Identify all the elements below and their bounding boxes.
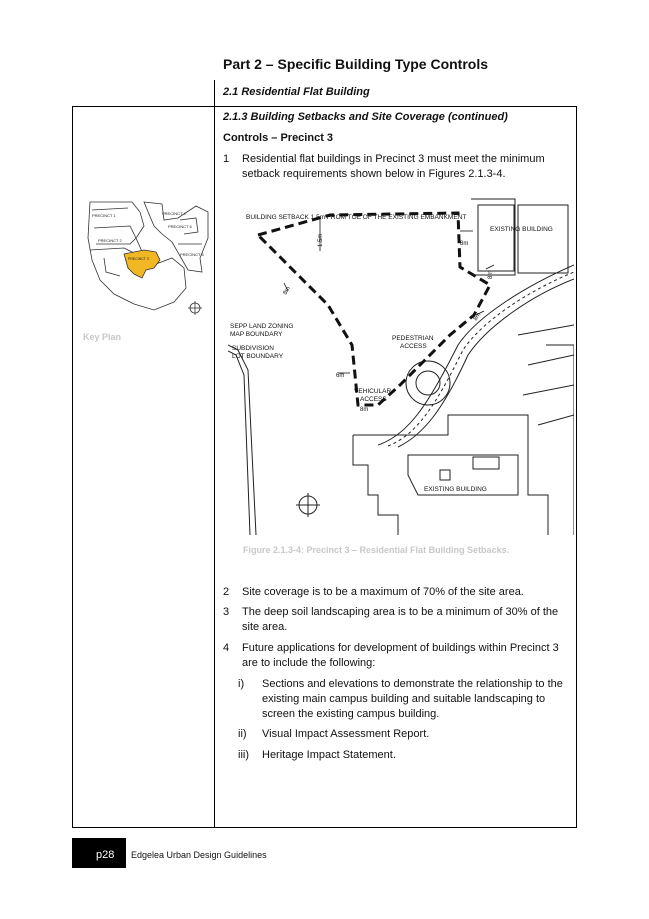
sub-item-text: [262, 677, 563, 722]
item-number: 4: [223, 642, 230, 654]
list-item: [223, 152, 573, 184]
table-left-border: [72, 106, 73, 828]
sub-item-line: Sections and elevations to demonstrate the relationship to the: [262, 678, 563, 690]
list-item: [223, 641, 573, 673]
existing-building-label-top: EXISTING BUILDING: [490, 226, 553, 233]
precinct-3-highlight: [124, 250, 160, 278]
sub-item-text: [262, 748, 396, 763]
column-divider-top: [214, 80, 215, 107]
footer-title: Edgelea Urban Design Guidelines: [131, 850, 267, 860]
item-number: 2: [223, 586, 230, 598]
dim-8m-a: 8m: [460, 241, 469, 247]
sub-item-text: [262, 727, 429, 742]
setback-note-label: BUILDING SETBACK 1.5m FROM TOE OF THE EXISTING EMBANKMENT: [246, 214, 467, 221]
sepp-label: SEPP LAND ZONING: [230, 323, 294, 330]
sub-item-number: i): [238, 678, 245, 690]
item-text: [242, 641, 559, 671]
north-arrow-icon: [188, 301, 202, 315]
item-line: The deep soil landscaping area is to be a minimum of 30% of the: [242, 606, 559, 618]
item-number: 1: [223, 153, 230, 165]
table-bottom-border: [72, 827, 577, 828]
list-item: [223, 605, 573, 637]
sub-item-line: existing main campus building and suitable landscaping to: [262, 693, 546, 705]
precinct-4-label: PRECINCT 4: [162, 211, 186, 216]
sub-list-item: [238, 677, 568, 723]
vehicular-label: VEHICULAR: [354, 388, 392, 395]
item-line: site area.: [242, 621, 288, 633]
subdivision-label-line2: LOT BOUNDARY: [232, 353, 284, 360]
pedestrian-label: PEDESTRIAN: [392, 335, 434, 342]
figure-caption: Figure 2.1.3-4: Precinct 3 – Residential Flat Building Setbacks.: [243, 545, 510, 555]
precinct-6-label: PRECINCT 6: [168, 224, 192, 229]
item-text: [242, 585, 524, 600]
precinct-5-label: PRECINCT 5: [180, 252, 204, 257]
subdivision-label: SUBDIVISION: [232, 345, 274, 352]
dim-8m-e: 8m: [360, 407, 369, 413]
table-top-border: [72, 106, 577, 107]
precinct-3-label: PRECINCT 3: [128, 257, 149, 261]
part-title: Part 2 – Specific Building Type Controls: [223, 56, 489, 72]
dim-1-5m: 1.5m: [318, 233, 324, 247]
dim-8m-d: 8m: [472, 311, 483, 323]
key-plan-label: Key Plan: [83, 332, 122, 342]
sub-item-number: ii): [238, 728, 247, 740]
column-divider: [214, 106, 215, 828]
site-setback-plan: [228, 195, 574, 535]
controls-heading: Controls – Precinct 3: [223, 132, 334, 144]
item-line: are to include the following:: [242, 657, 376, 669]
item-number: 3: [223, 606, 230, 618]
sub-item-line: Visual Impact Assessment Report.: [262, 728, 430, 740]
item-line: Future applications for development of buildings within Precinct 3: [242, 642, 559, 654]
section-heading: 2.1 Residential Flat Building: [223, 86, 370, 98]
precinct-1-label: PRECINCT 1: [92, 213, 116, 218]
dim-6m: 6m: [336, 373, 345, 379]
subsection-heading: 2.1.3 Building Setbacks and Site Coverage (continued): [223, 111, 508, 123]
existing-building-label-bottom: EXISTING BUILDING: [424, 486, 487, 493]
vehicular-label-line2: ACCESS: [360, 396, 387, 403]
list-item: [223, 585, 573, 601]
pedestrian-label-line2: ACCESS: [400, 343, 427, 350]
north-arrow-icon: [296, 493, 320, 517]
sub-item-number: iii): [238, 749, 249, 761]
table-right-border: [576, 106, 577, 828]
item-line: Site coverage is to be a maximum of 70% of the site area.: [242, 586, 524, 598]
dim-8m-c: 8m: [282, 285, 292, 296]
sub-list-item: [238, 748, 568, 764]
item-line: Residential flat buildings in Precinct 3 must meet the minimum: [242, 153, 545, 165]
precinct-2-label: PRECINCT 2: [98, 238, 122, 243]
sub-item-line: Heritage Impact Statement.: [262, 749, 396, 761]
item-text: [242, 152, 545, 182]
sub-list-item: [238, 727, 568, 743]
sepp-label-line2: MAP BOUNDARY: [230, 331, 283, 338]
item-text: [242, 605, 558, 635]
sub-item-line: screen the existing campus building.: [262, 708, 440, 720]
key-plan-map: [84, 198, 214, 323]
dim-8m-b: 8m: [488, 270, 494, 279]
page-number: p28: [96, 849, 115, 861]
item-line: setback requirements shown below in Figures 2.1.3-4.: [242, 168, 506, 180]
